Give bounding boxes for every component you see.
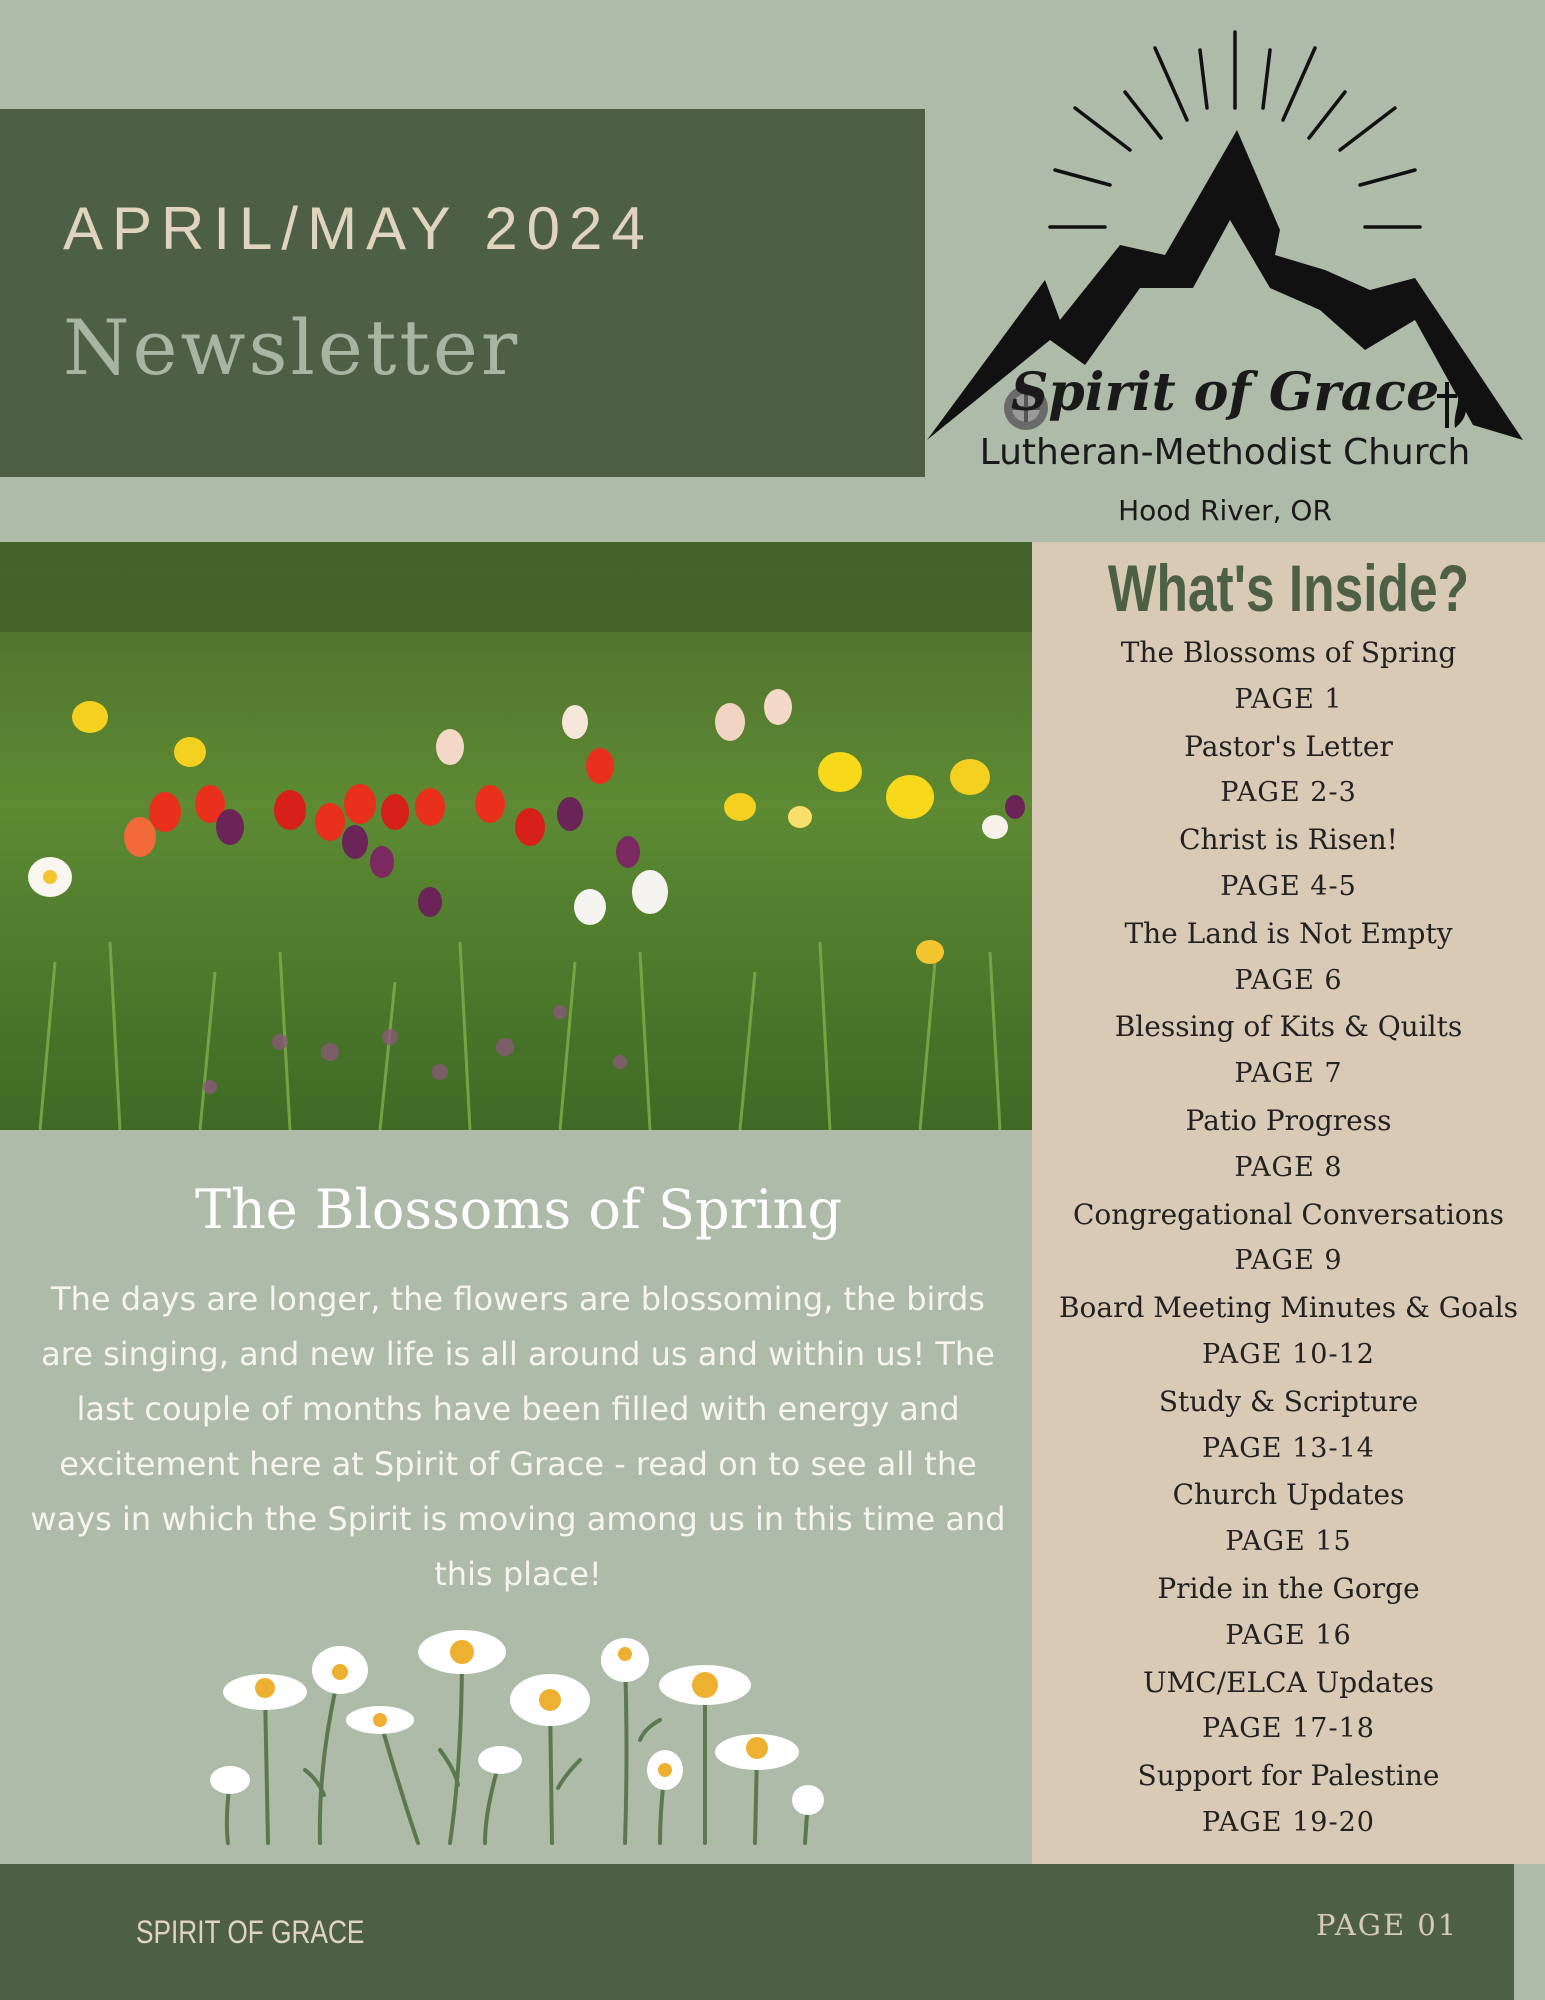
toc-list: [1032, 630, 1545, 1847]
toc-item-title[interactable]: Church Updates: [1172, 1478, 1405, 1512]
toc-item-page: PAGE 13-14: [1202, 1432, 1375, 1464]
article-title: The Blossoms of Spring: [194, 1178, 843, 1241]
toc-item-page: PAGE 9: [1234, 1245, 1343, 1277]
issue-date: APRIL/MAY 2024: [63, 195, 654, 262]
toc-item-title[interactable]: The Land is Not Empty: [1124, 916, 1453, 950]
table-of-contents: [1032, 542, 1545, 1864]
toc-item-page: PAGE 19-20: [1202, 1806, 1375, 1838]
church-logo: [925, 20, 1525, 530]
footer-brand: SPIRIT OF GRACE: [136, 1914, 365, 1950]
article-body: The days are longer, the flowers are blossoming, the birds are singing, and new life is all around us and within us! The last couple of months have been filled with energy and excitement here at Spirit of Grace - read on to see all the ways in which the Spirit is moving among us in this time and this place!: [30, 1280, 1006, 1593]
toc-item-title[interactable]: The Blossoms of Spring: [1120, 636, 1457, 669]
toc-item-page: PAGE 7: [1234, 1058, 1343, 1090]
newsletter-title: Newsletter: [63, 303, 521, 392]
toc-item-title[interactable]: Christ is Risen!: [1179, 823, 1398, 857]
toc-item-page: PAGE 17-18: [1202, 1713, 1375, 1745]
toc-item-title[interactable]: Patio Progress: [1185, 1103, 1392, 1137]
toc-item-title[interactable]: Board Meeting Minutes & Goals: [1058, 1291, 1519, 1325]
logo-church-name: Spirit of Grace: [1010, 362, 1440, 423]
toc-item-page: PAGE 16: [1225, 1619, 1352, 1651]
toc-item-page: PAGE 10-12: [1202, 1338, 1375, 1370]
flower-field-photo: [0, 542, 1037, 1130]
logo-church-subtitle: Lutheran-Methodist Church: [979, 432, 1471, 473]
toc-item-title[interactable]: Pastor's Letter: [1184, 729, 1393, 763]
toc-item-page: PAGE 2-3: [1220, 777, 1357, 809]
toc-item-page: PAGE 8: [1234, 1151, 1343, 1183]
toc-item-page: PAGE 4-5: [1220, 870, 1357, 902]
toc-item-title[interactable]: Support for Palestine: [1137, 1759, 1440, 1793]
toc-item-title[interactable]: Blessing of Kits & Quilts: [1114, 1010, 1463, 1044]
toc-item-page: PAGE 6: [1234, 964, 1343, 996]
footer-page-number: PAGE 01: [1316, 1908, 1459, 1942]
header-banner: [0, 109, 925, 477]
daisy-illustration: [200, 1610, 830, 1850]
toc-item-title[interactable]: UMC/ELCA Updates: [1142, 1665, 1435, 1699]
toc-item-title[interactable]: Pride in the Gorge: [1157, 1571, 1420, 1605]
toc-item-title[interactable]: Study & Scripture: [1158, 1384, 1419, 1418]
toc-heading: What's Inside?: [1107, 551, 1470, 625]
logo-church-location: Hood River, OR: [1118, 494, 1332, 527]
toc-item-page: PAGE 15: [1225, 1526, 1352, 1558]
toc-item-title[interactable]: Congregational Conversations: [1072, 1197, 1505, 1231]
toc-item-page: PAGE 1: [1234, 683, 1343, 715]
